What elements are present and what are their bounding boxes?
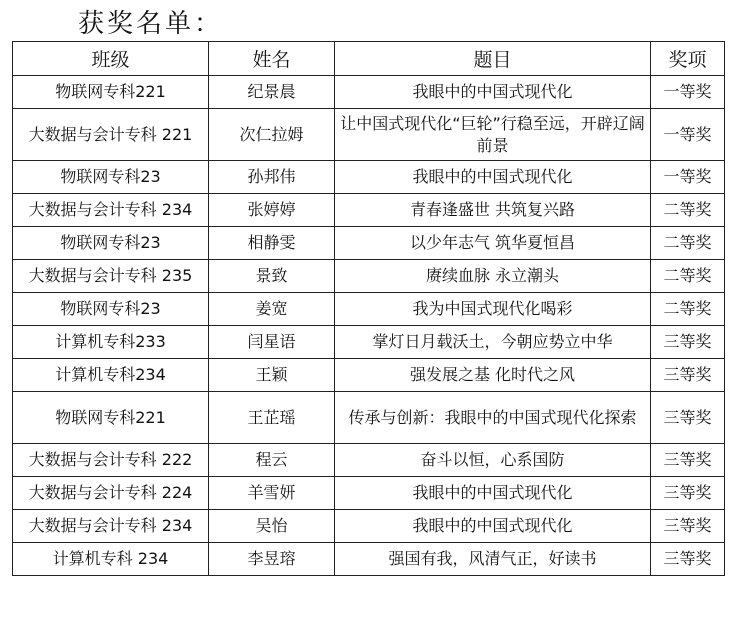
cell-topic: 我眼中的中国式现代化	[335, 161, 651, 194]
table-row	[13, 543, 725, 576]
cell-name: 纪景晨	[209, 76, 335, 109]
table-row	[13, 194, 725, 227]
cell-class: 计算机专科233	[13, 326, 209, 359]
cell-award: 三等奖	[651, 543, 725, 576]
table-row	[13, 477, 725, 510]
cell-name: 相静雯	[209, 227, 335, 260]
cell-topic: 我眼中的中国式现代化	[335, 510, 651, 543]
cell-class: 大数据与会计专科 234	[13, 510, 209, 543]
cell-class: 大数据与会计专科 221	[13, 109, 209, 161]
cell-topic: 掌灯日月载沃土，今朝应势立中华	[335, 326, 651, 359]
cell-class: 物联网专科23	[13, 161, 209, 194]
cell-award: 二等奖	[651, 194, 725, 227]
cell-award: 三等奖	[651, 444, 725, 477]
cell-topic: 我眼中的中国式现代化	[335, 76, 651, 109]
header-class: 班级	[13, 42, 209, 76]
cell-class: 大数据与会计专科 224	[13, 477, 209, 510]
cell-class: 物联网专科23	[13, 227, 209, 260]
cell-topic: 青春逢盛世 共筑复兴路	[335, 194, 651, 227]
cell-name: 吴怡	[209, 510, 335, 543]
cell-class: 大数据与会计专科 235	[13, 260, 209, 293]
cell-award: 二等奖	[651, 227, 725, 260]
cell-topic: 让中国式现代化“巨轮”行稳至远，开辟辽阔前景	[335, 109, 651, 161]
cell-award: 三等奖	[651, 477, 725, 510]
table-row	[13, 227, 725, 260]
cell-award: 三等奖	[651, 392, 725, 444]
header-name: 姓名	[209, 42, 335, 76]
cell-topic: 奋斗以恒，心系国防	[335, 444, 651, 477]
cell-name: 张婷婷	[209, 194, 335, 227]
cell-class: 大数据与会计专科 222	[13, 444, 209, 477]
header-award: 奖项	[651, 42, 725, 76]
cell-name: 王芷瑶	[209, 392, 335, 444]
table-row	[13, 260, 725, 293]
cell-class: 物联网专科23	[13, 293, 209, 326]
cell-award: 三等奖	[651, 326, 725, 359]
table-header-row	[13, 42, 725, 76]
table-row	[13, 326, 725, 359]
cell-topic: 强国有我，风清气正，好读书	[335, 543, 651, 576]
page-title: 获奖名单：	[78, 9, 224, 39]
table-row	[13, 392, 725, 444]
cell-name: 王颖	[209, 359, 335, 392]
cell-topic: 强发展之基 化时代之风	[335, 359, 651, 392]
cell-award: 一等奖	[651, 76, 725, 109]
cell-topic: 赓续血脉 永立潮头	[335, 260, 651, 293]
cell-award: 二等奖	[651, 260, 725, 293]
cell-award: 一等奖	[651, 161, 725, 194]
cell-class: 物联网专科221	[13, 76, 209, 109]
cell-name: 程云	[209, 444, 335, 477]
cell-name: 闫星语	[209, 326, 335, 359]
cell-name: 李昱瑢	[209, 543, 335, 576]
table-row	[13, 109, 725, 161]
cell-class: 计算机专科234	[13, 359, 209, 392]
cell-topic: 传承与创新：我眼中的中国式现代化探索	[335, 392, 651, 444]
cell-class: 大数据与会计专科 234	[13, 194, 209, 227]
table-row	[13, 359, 725, 392]
cell-award: 三等奖	[651, 510, 725, 543]
cell-award: 二等奖	[651, 293, 725, 326]
cell-topic: 我眼中的中国式现代化	[335, 477, 651, 510]
table-row	[13, 76, 725, 109]
cell-award: 三等奖	[651, 359, 725, 392]
cell-class: 物联网专科221	[13, 392, 209, 444]
table-row	[13, 444, 725, 477]
table-row	[13, 293, 725, 326]
award-list-table	[12, 41, 725, 576]
cell-award: 一等奖	[651, 109, 725, 161]
cell-class: 计算机专科 234	[13, 543, 209, 576]
cell-name: 姜宽	[209, 293, 335, 326]
cell-topic: 以少年志气 筑华夏恒昌	[335, 227, 651, 260]
table-row	[13, 161, 725, 194]
header-topic: 题目	[335, 42, 651, 76]
cell-name: 羊雪妍	[209, 477, 335, 510]
cell-name: 景致	[209, 260, 335, 293]
table-row	[13, 510, 725, 543]
cell-name: 孙邦伟	[209, 161, 335, 194]
cell-topic: 我为中国式现代化喝彩	[335, 293, 651, 326]
cell-name: 次仁拉姆	[209, 109, 335, 161]
